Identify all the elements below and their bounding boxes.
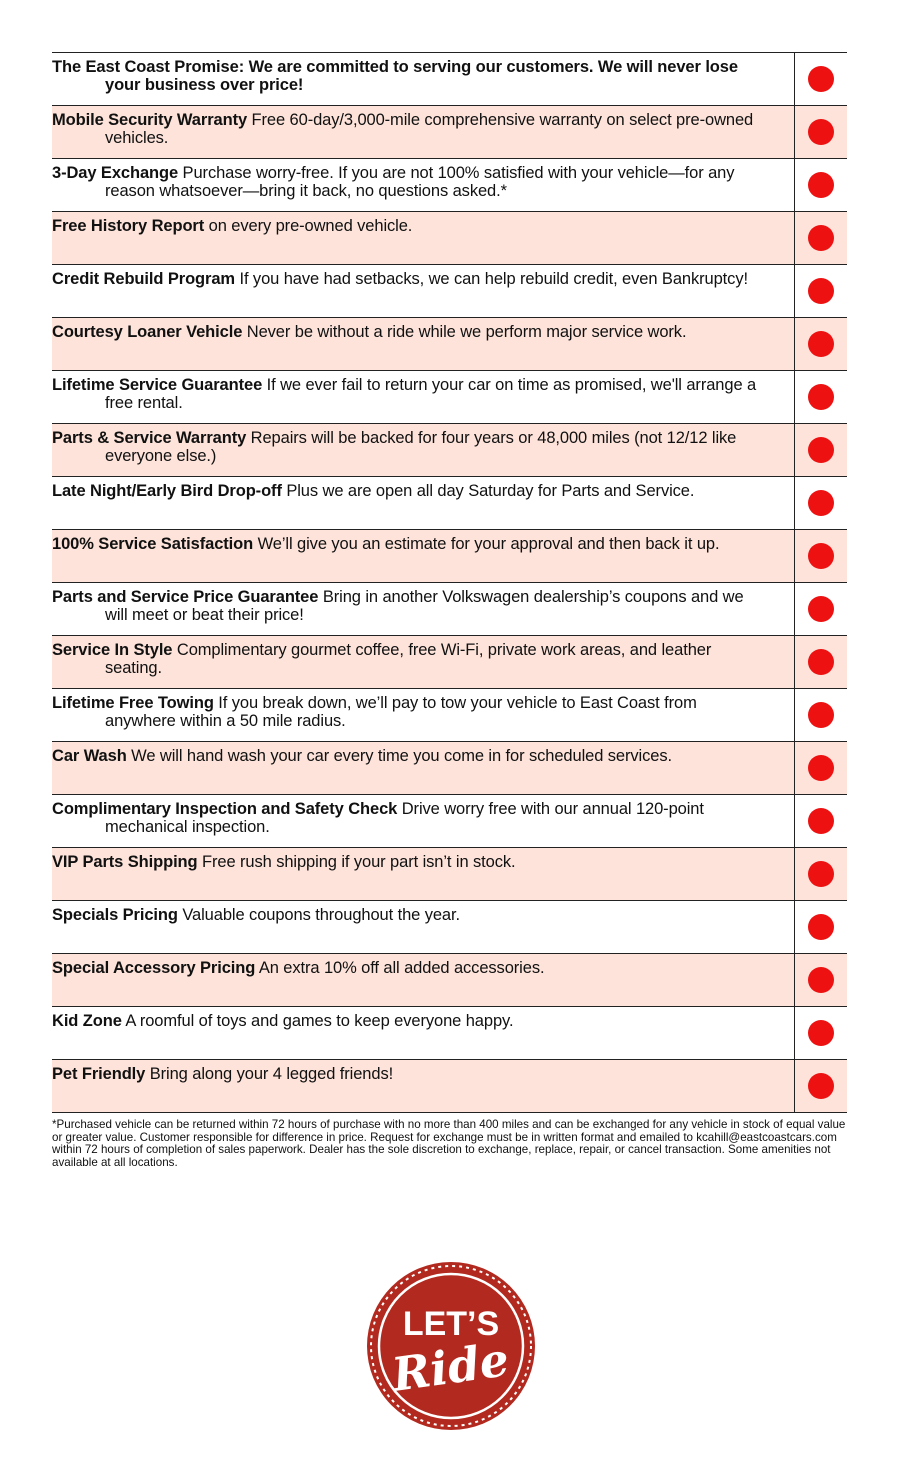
red-dot-icon	[808, 967, 834, 993]
table-row	[52, 1007, 847, 1060]
row-indicator	[794, 689, 847, 741]
row-text: Credit Rebuild Program If you have had setbacks, we can help rebuild credit, even Bankruptcy!	[52, 270, 748, 288]
row-title: Credit Rebuild Program	[52, 270, 235, 288]
row-indicator	[794, 954, 847, 1006]
row-text: Specials Pricing Valuable coupons throughout the year.	[52, 906, 460, 924]
row-title: Lifetime Service Guarantee	[52, 376, 263, 394]
red-dot-icon	[808, 861, 834, 887]
row-indicator	[794, 265, 847, 317]
row-title: Service In Style	[52, 641, 173, 659]
table-row	[52, 583, 847, 636]
table-row	[52, 53, 847, 106]
table-row	[52, 424, 847, 477]
table-row	[52, 689, 847, 742]
red-dot-icon	[808, 278, 834, 304]
row-title: Parts & Service Warranty	[52, 429, 247, 447]
row-indicator	[794, 848, 847, 900]
red-dot-icon	[808, 1020, 834, 1046]
red-dot-icon	[808, 649, 834, 675]
red-dot-icon	[808, 755, 834, 781]
footnote: *Purchased vehicle can be returned within 72 hours of purchase with no more than 400 miles and can be exchanged for any vehicle in stock of equal value or greater value. Customer responsible for difference in price. Request for exchange must be in written format and emailed to kcahill@eastcoastcars.com within 72 hours of completion of sales paperwork. Dealer has the sole discretion to exchange, replace, repair, or cancel transaction. Some amenities not available at all locations.	[52, 1118, 846, 1169]
row-indicator	[794, 1060, 847, 1112]
row-indicator	[794, 371, 847, 423]
row-title: Pet Friendly	[52, 1065, 146, 1083]
row-indicator	[794, 901, 847, 953]
row-title: Free History Report	[52, 217, 205, 235]
table-row	[52, 212, 847, 265]
row-text: Parts and Service Price Guarantee Bring in another Volkswagen dealership’s coupons and we will meet or beat their price!	[52, 588, 744, 624]
table-row	[52, 265, 847, 318]
red-dot-icon	[808, 702, 834, 728]
row-indicator	[794, 795, 847, 847]
red-dot-icon	[808, 1073, 834, 1099]
row-text: Pet Friendly Bring along your 4 legged friends!	[52, 1065, 394, 1083]
table-row	[52, 530, 847, 583]
red-dot-icon	[808, 808, 834, 834]
row-title: Courtesy Loaner Vehicle	[52, 323, 243, 341]
promise-table	[52, 52, 847, 1113]
table-row	[52, 106, 847, 159]
row-indicator	[794, 530, 847, 582]
red-dot-icon	[808, 490, 834, 516]
row-title: The East Coast Promise: We are committed to serving our customers. We will never lose your business over price!	[52, 58, 738, 94]
row-title: Lifetime Free Towing	[52, 694, 214, 712]
row-title: Parts and Service Price Guarantee	[52, 588, 319, 606]
row-indicator	[794, 159, 847, 211]
row-text	[52, 53, 794, 105]
table-row	[52, 901, 847, 954]
red-dot-icon	[808, 596, 834, 622]
row-title: Specials Pricing	[52, 906, 178, 924]
row-indicator	[794, 477, 847, 529]
row-text: Lifetime Free Towing If you break down, we’ll pay to tow your vehicle to East Coast from anywhere within a 50 mile radius.	[52, 694, 697, 730]
row-text: Courtesy Loaner Vehicle Never be without a ride while we perform major service work.	[52, 323, 687, 341]
logo-text-ride: Ride	[388, 1332, 513, 1402]
red-dot-icon	[808, 543, 834, 569]
row-title: Late Night/Early Bird Drop-off	[52, 482, 282, 500]
row-text: 3-Day Exchange Purchase worry-free. If you are not 100% satisfied with your vehicle—for any reason whatsoever—bring it back, no questions asked.*	[52, 164, 735, 200]
red-dot-icon	[808, 225, 834, 251]
row-text: Late Night/Early Bird Drop-off Plus we are open all day Saturday for Parts and Service.	[52, 482, 695, 500]
row-text: VIP Parts Shipping Free rush shipping if your part isn’t in stock.	[52, 853, 516, 871]
table-row	[52, 1060, 847, 1113]
row-text: Service In Style Complimentary gourmet coffee, free Wi-Fi, private work areas, and leather seating.	[52, 641, 712, 677]
table-row	[52, 742, 847, 795]
red-dot-icon	[808, 119, 834, 145]
row-indicator	[794, 318, 847, 370]
row-indicator	[794, 106, 847, 158]
row-indicator	[794, 742, 847, 794]
row-text: Complimentary Inspection and Safety Check Drive worry free with our annual 120-point mechanical inspection.	[52, 800, 704, 836]
table-row	[52, 159, 847, 212]
logo-text-lets: LET’S	[402, 1305, 500, 1343]
row-indicator	[794, 212, 847, 264]
row-text: 100% Service Satisfaction We’ll give you an estimate for your approval and then back it up.	[52, 535, 720, 553]
row-indicator	[794, 53, 847, 105]
table-row	[52, 371, 847, 424]
row-text: Mobile Security Warranty Free 60-day/3,000-mile comprehensive warranty on select pre-owned vehicles.	[52, 111, 754, 147]
red-dot-icon	[808, 331, 834, 357]
row-text: Special Accessory Pricing An extra 10% off all added accessories.	[52, 959, 545, 977]
logo-seal	[367, 1262, 535, 1430]
lets-ride-logo	[366, 1261, 536, 1431]
table-row	[52, 636, 847, 689]
red-dot-icon	[808, 384, 834, 410]
row-title: Mobile Security Warranty	[52, 111, 248, 129]
row-text: Lifetime Service Guarantee If we ever fail to return your car on time as promised, we'll arrange a free rental.	[52, 376, 757, 412]
red-dot-icon	[808, 914, 834, 940]
red-dot-icon	[808, 66, 834, 92]
row-indicator	[794, 636, 847, 688]
row-title: Special Accessory Pricing	[52, 959, 256, 977]
row-text: Car Wash We will hand wash your car every time you come in for scheduled services.	[52, 747, 672, 765]
row-indicator	[794, 583, 847, 635]
table-row	[52, 848, 847, 901]
row-title: Complimentary Inspection and Safety Check	[52, 800, 398, 818]
row-title: Kid Zone	[52, 1012, 122, 1030]
table-row	[52, 477, 847, 530]
row-title: 100% Service Satisfaction	[52, 535, 254, 553]
row-title: Car Wash	[52, 747, 127, 765]
red-dot-icon	[808, 172, 834, 198]
row-indicator	[794, 424, 847, 476]
row-text: Free History Report on every pre-owned vehicle.	[52, 217, 413, 235]
table-row	[52, 795, 847, 848]
table-row	[52, 954, 847, 1007]
row-title: VIP Parts Shipping	[52, 853, 198, 871]
row-text: Parts & Service Warranty Repairs will be backed for four years or 48,000 miles (not 12/12 like everyone else.)	[52, 429, 737, 465]
row-title: 3-Day Exchange	[52, 164, 179, 182]
table-row	[52, 318, 847, 371]
red-dot-icon	[808, 437, 834, 463]
row-indicator	[794, 1007, 847, 1059]
row-text: Kid Zone A roomful of toys and games to keep everyone happy.	[52, 1012, 514, 1030]
